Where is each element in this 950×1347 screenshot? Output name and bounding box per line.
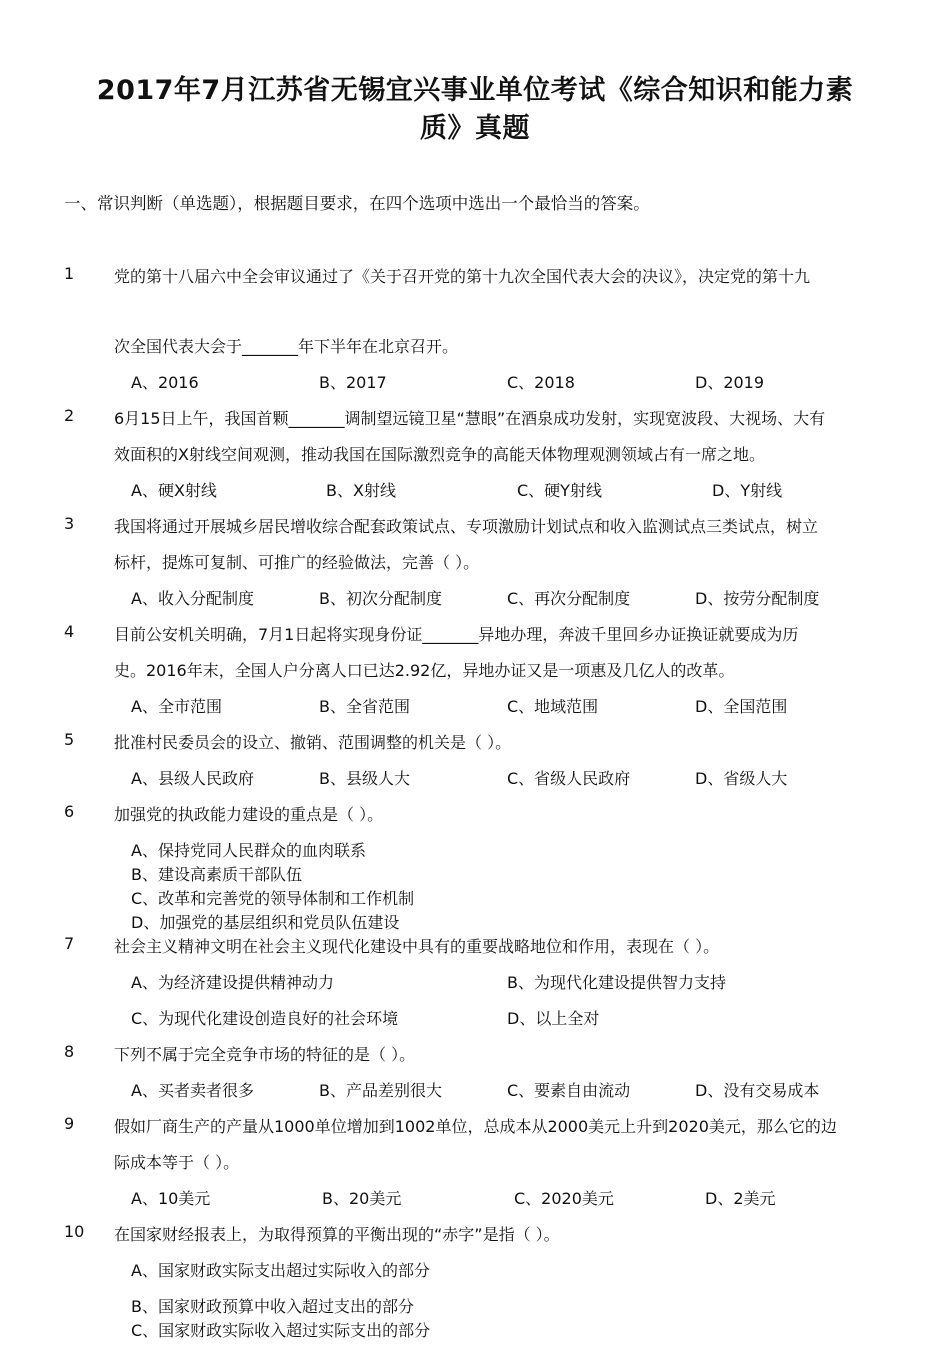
option-c: C、改革和完善党的领导体制和工作机制 [131,889,415,908]
question-number: 6 [64,802,75,821]
option-c: C、要素自由流动 [507,1081,631,1100]
option-d: D、省级人大 [695,769,788,788]
question-text: 6月15日上午，我国首颗_______调制望远镜卫星“慧眼”在酒泉成功发射，实现宽波段、大视场、大有 [114,409,826,428]
option-d: D、加强党的基层组织和党员队伍建设 [131,913,400,932]
option-b: B、县级人大 [319,769,410,788]
option-a: A、国家财政实际支出超过实际收入的部分 [131,1261,430,1280]
question-number: 7 [64,934,75,953]
option-c: C、2020美元 [514,1189,614,1208]
option-b: B、建设高素质干部队伍 [131,865,302,884]
question-number: 4 [64,622,75,641]
option-d: D、Y射线 [712,481,783,500]
option-c: C、2018 [507,373,575,392]
option-c: C、国家财政实际收入超过实际支出的部分 [131,1321,431,1340]
option-c: C、地域范围 [507,697,599,716]
option-d: D、没有交易成本 [695,1081,820,1100]
question-text: 史。2016年末，全国人户分离人口已达2.92亿，异地办证又是一项惠及几亿人的改革。 [114,661,735,680]
option-b: B、X射线 [326,481,396,500]
question-number: 8 [64,1042,75,1061]
option-d: D、全国范围 [695,697,788,716]
option-a: A、为经济建设提供精神动力 [131,973,334,992]
option-a: A、买者卖者很多 [131,1081,254,1100]
option-b: B、2017 [319,373,387,392]
option-a: A、2016 [131,373,199,392]
option-a: A、全市范围 [131,697,222,716]
option-d: D、2019 [695,373,765,392]
question-number: 5 [64,730,75,749]
page-title-line-1: 2017年7月江苏省无锡宜兴事业单位考试《综合知识和能力素 [96,75,854,106]
question-number: 10 [64,1222,85,1241]
question-text: 党的第十八届六中全会审议通过了《关于召开党的第十九次全国代表大会的决议》，决定党的第十九 [114,267,811,286]
question-number: 9 [64,1114,75,1133]
question-text: 批准村民委员会的设立、撤销、范围调整的机关是（ ）。 [114,733,512,752]
question-text: 效面积的X射线空间观测，推动我国在国际激烈竞争的高能天体物理观测领域占有一席之地。 [114,445,765,464]
option-a: A、硬X射线 [131,481,217,500]
option-b: B、全省范围 [319,697,410,716]
option-c: C、省级人民政府 [507,769,631,788]
question-text: 次全国代表大会于_______年下半年在北京召开。 [114,337,459,356]
option-b: B、初次分配制度 [319,589,442,608]
option-b: B、产品差别很大 [319,1081,442,1100]
question-text: 目前公安机关明确，7月1日起将实现身份证_______异地办理，奔波千里回乡办证换证就要成为历 [114,625,799,644]
option-d: D、以上全对 [507,1009,600,1028]
question-text: 下列不属于完全竞争市场的特征的是（ ）。 [114,1045,416,1064]
question-number: 2 [64,406,75,425]
option-c: C、再次分配制度 [507,589,631,608]
question-number: 3 [64,514,75,533]
question-text: 假如厂商生产的产量从1000单位增加到1002单位，总成本从2000美元上升到2020美元，那么它的边 [114,1117,837,1136]
option-d: D、2美元 [705,1189,776,1208]
question-text: 际成本等于（ ）。 [114,1153,240,1172]
question-text: 标杆，提炼可复制、可推广的经验做法，完善（ ）。 [114,553,480,572]
option-b: B、国家财政预算中收入超过支出的部分 [131,1297,414,1316]
option-b: B、为现代化建设提供智力支持 [507,973,726,992]
option-b: B、20美元 [322,1189,402,1208]
option-a: A、收入分配制度 [131,589,254,608]
page-title-line-2: 质》真题 [420,113,530,144]
question-text: 社会主义精神文明在社会主义现代化建设中具有的重要战略地位和作用，表现在（ ）。 [114,937,720,956]
option-c: C、为现代化建设创造良好的社会环境 [131,1009,399,1028]
option-a: A、县级人民政府 [131,769,254,788]
question-text: 加强党的执政能力建设的重点是（ ）。 [114,805,384,824]
option-a: A、保持党同人民群众的血肉联系 [131,841,366,860]
option-a: A、10美元 [131,1189,211,1208]
section-heading: 一、常识判断（单选题），根据题目要求，在四个选项中选出一个最恰当的答案。 [64,194,650,213]
question-number: 1 [64,264,75,283]
question-text: 我国将通过开展城乡居民增收综合配套政策试点、专项激励计划试点和收入监测试点三类试点，树立 [114,517,819,536]
option-d: D、按劳分配制度 [695,589,820,608]
question-text: 在国家财经报表上，为取得预算的平衡出现的“赤字”是指（ ）。 [114,1225,560,1244]
option-c: C、硬Y射线 [517,481,602,500]
